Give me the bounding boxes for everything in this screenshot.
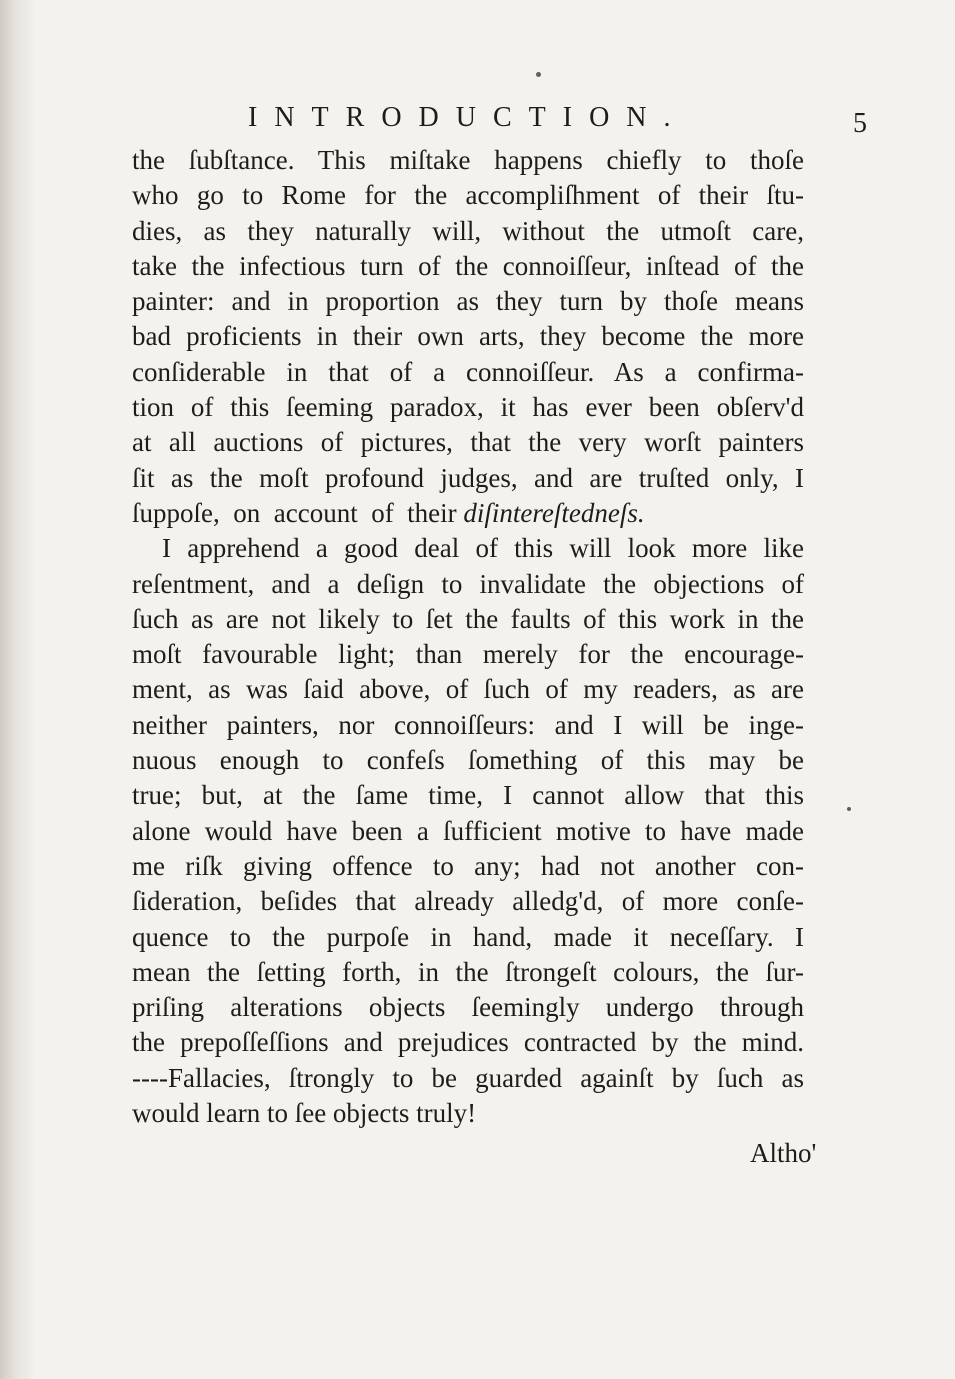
- body-text: [132, 143, 804, 1131]
- page-title: INTRODUCTION.: [248, 102, 688, 133]
- page-number: 5: [853, 108, 867, 139]
- text-line: tion of this ſeeming paradox, it has ever been obſerv'd: [132, 392, 804, 423]
- ink-speck: [847, 807, 851, 811]
- text-line: at all auctions of pictures, that the very worſt painters: [132, 427, 804, 458]
- italic-word: diſintereſtedneſs.: [463, 497, 645, 528]
- text-line-with-italic: [132, 496, 804, 531]
- text-line: the prepoſſeſſions and prejudices contracted by the mind.: [132, 1027, 804, 1058]
- text-line: dies, as they naturally will, without the utmoſt care,: [132, 215, 804, 246]
- ink-speck: [536, 72, 541, 77]
- text-line: mean the ſetting forth, in the ſtrongeſt colours, the ſur-: [132, 956, 804, 987]
- text-line: me riſk giving offence to any; had not another con-: [132, 850, 804, 881]
- running-head: [0, 98, 955, 138]
- text-line: ----Fallacies, ſtrongly to be guarded againſt by ſuch as: [132, 1062, 804, 1093]
- book-gutter-shadow: [0, 0, 36, 1379]
- text-line: true; but, at the ſame time, I cannot allow that this: [132, 780, 804, 811]
- text-line: bad proficients in their own arts, they become the more: [132, 321, 804, 352]
- text-line: painter: and in proportion as they turn by thoſe means: [132, 286, 804, 317]
- text-line: nuous enough to confeſs ſomething of this may be: [132, 745, 804, 776]
- text-line: ſit as the moſt profound judges, and are truſted only, I: [132, 462, 804, 493]
- text-line: who go to Rome for the accompliſhment of their ſtu-: [132, 180, 804, 211]
- text-line: ment, as was ſaid above, of ſuch of my readers, as are: [132, 674, 804, 705]
- text-line: conſiderable in that of a connoiſſeur. As a confirma-: [132, 356, 804, 387]
- catchword: Altho': [750, 1138, 817, 1168]
- text-line: alone would have been a ſufficient motive to have made: [132, 815, 804, 846]
- text-line: reſentment, and a deſign to invalidate the objections of: [132, 568, 804, 599]
- text-line: neither painters, nor connoiſſeurs: and I will be inge-: [132, 709, 804, 740]
- paragraph-first-line: I apprehend a good deal of this will look more like: [162, 533, 804, 564]
- paragraph-last-line: would learn to ſee objects truly!: [132, 1098, 477, 1129]
- text-line: priſing alterations objects ſeemingly undergo through: [132, 992, 804, 1023]
- text-line: the ſubſtance. This miſtake happens chiefly to thoſe: [132, 145, 804, 175]
- text-line: moſt favourable light; than merely for the encourage-: [132, 639, 804, 670]
- text-segment: ſuppoſe, on account of their: [132, 497, 464, 528]
- text-line: quence to the purpoſe in hand, made it neceſſary. I: [132, 921, 804, 952]
- text-line: take the infectious turn of the connoiſſeur, inſtead of the: [132, 250, 804, 281]
- text-line: ſideration, beſides that already alledg'd, of more conſe-: [132, 886, 804, 917]
- text-line: ſuch as are not likely to ſet the faults of this work in the: [132, 603, 804, 634]
